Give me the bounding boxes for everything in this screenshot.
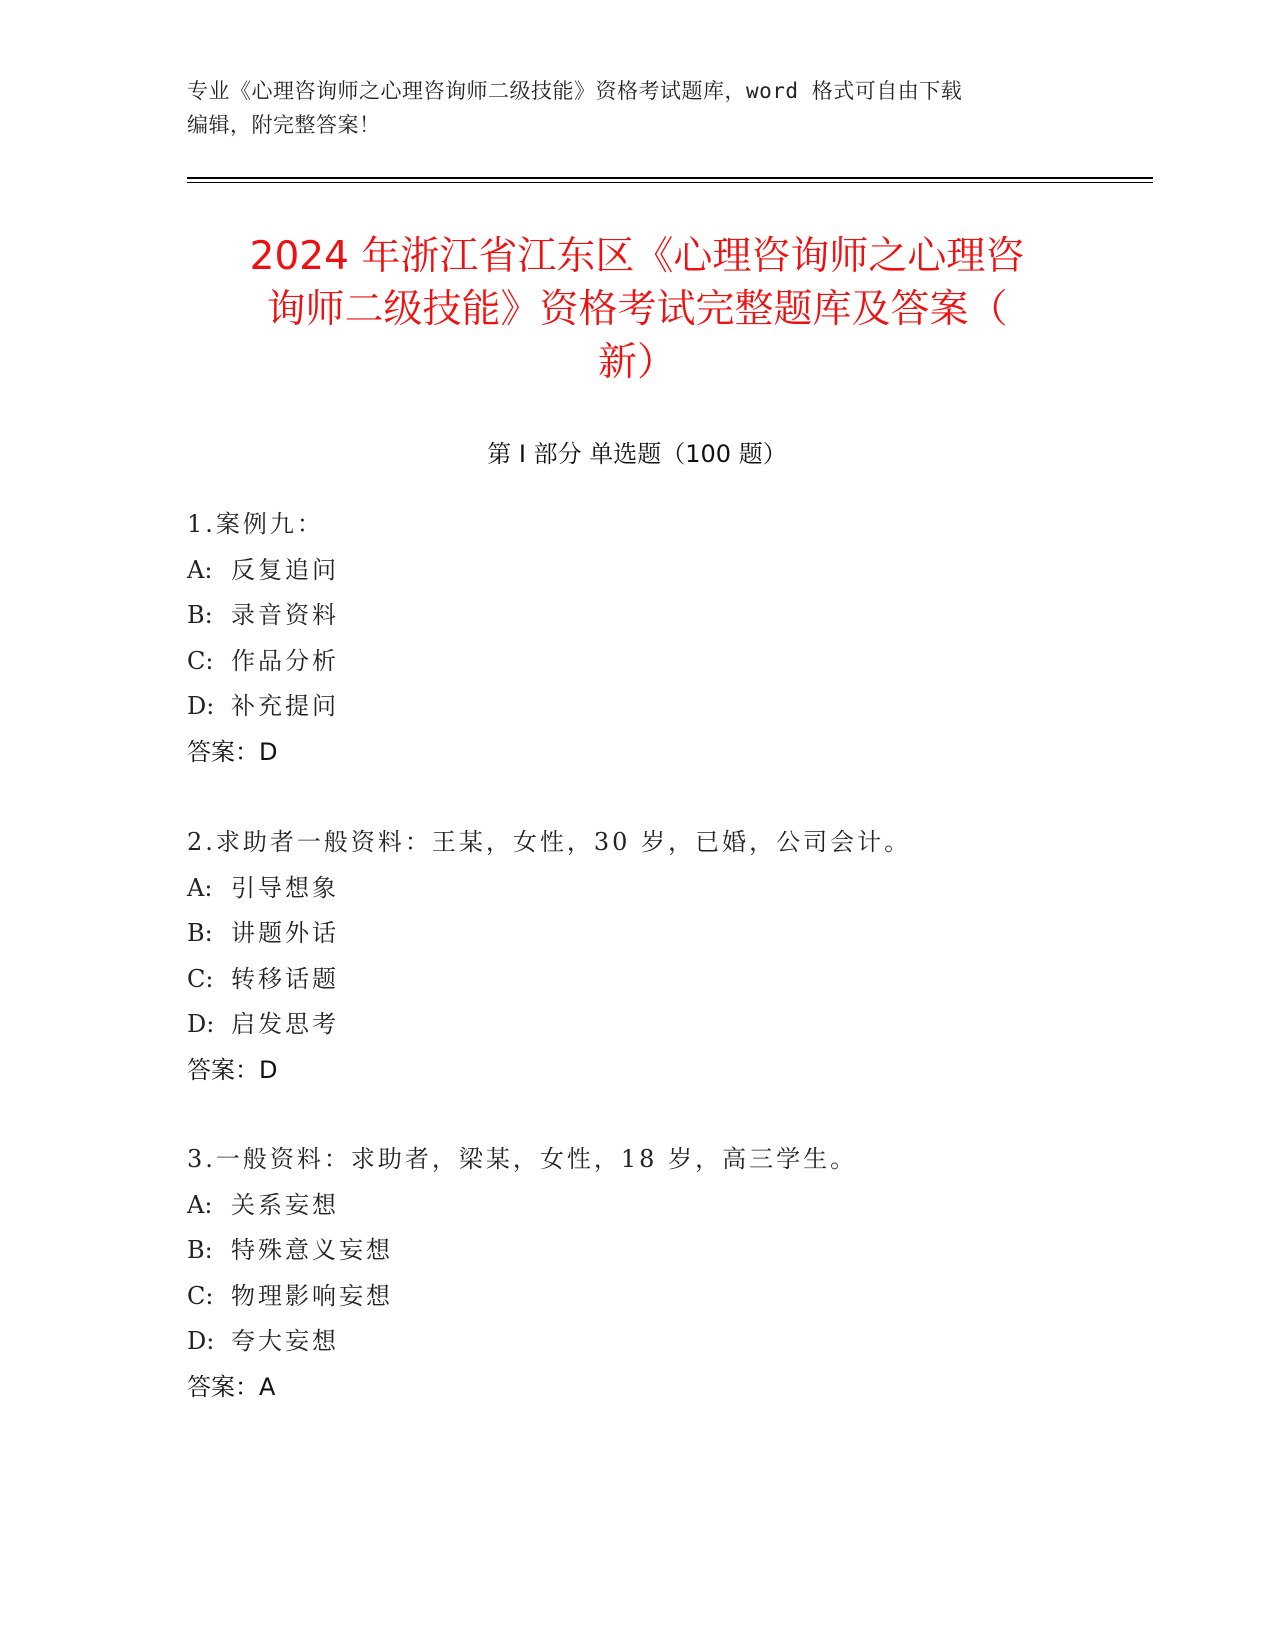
option-key: D:	[187, 1327, 215, 1355]
option-d	[187, 1002, 1107, 1048]
option-key: C:	[187, 1281, 214, 1310]
option-text: 关系妄想	[231, 1190, 339, 1219]
option-b	[187, 1228, 1107, 1274]
option-text: 特殊意义妄想	[231, 1236, 393, 1264]
option-d	[187, 684, 1107, 730]
option-text: 引导想象	[231, 873, 339, 902]
option-key: C:	[187, 964, 214, 993]
document-title-line-3: 新）	[597, 340, 676, 385]
answer-line: 答案：A	[187, 1372, 276, 1401]
option-key: B:	[187, 919, 213, 947]
option-key: D:	[187, 1010, 215, 1038]
header-divider-thick	[187, 177, 1153, 179]
option-text: 补充提问	[231, 692, 339, 720]
option-key: B:	[187, 1236, 213, 1264]
option-key: A:	[187, 1190, 213, 1219]
header-note-line-2: 编辑，附完整答案！	[187, 113, 381, 137]
question-3	[187, 1137, 1107, 1410]
option-text: 反复追问	[231, 555, 339, 584]
question-2	[187, 820, 1107, 1093]
option-c	[187, 1274, 1107, 1320]
option-text: 转移话题	[231, 964, 339, 993]
option-key: B:	[187, 601, 213, 629]
option-text: 启发思考	[231, 1010, 339, 1038]
option-c	[187, 639, 1107, 685]
question-1	[187, 502, 1107, 775]
option-key: A:	[187, 873, 213, 902]
question-stem: 1.案例九：	[187, 510, 324, 538]
header-divider-thin	[187, 182, 1153, 183]
option-b	[187, 593, 1107, 639]
answer-line: 答案：D	[187, 737, 278, 766]
section-heading: 第 I 部分 单选题（100 题）	[487, 440, 787, 468]
option-c	[187, 957, 1107, 1003]
option-a	[187, 866, 1107, 912]
document-title	[187, 230, 1087, 389]
option-text: 物理影响妄想	[231, 1281, 393, 1310]
header-note-line-1: 专业《心理咨询师之心理咨询师二级技能》资格考试题库，word 格式可自由下载	[187, 79, 963, 103]
option-key: A:	[187, 555, 213, 584]
option-text: 作品分析	[231, 646, 339, 675]
option-text: 夸大妄想	[231, 1327, 339, 1355]
answer-line: 答案：D	[187, 1055, 278, 1084]
question-stem: 2.求助者一般资料：王某，女性，30 岁，已婚，公司会计。	[187, 828, 912, 856]
option-text: 讲题外话	[231, 919, 339, 947]
option-text: 录音资料	[231, 601, 339, 629]
option-b	[187, 911, 1107, 957]
option-key: D:	[187, 692, 215, 720]
header-note	[187, 74, 1087, 142]
option-key: C:	[187, 646, 214, 675]
option-a	[187, 1183, 1107, 1229]
option-a	[187, 548, 1107, 594]
document-title-line-2: 询师二级技能》资格考试完整题库及答案（	[266, 287, 1008, 332]
option-d	[187, 1319, 1107, 1365]
question-stem: 3.一般资料：求助者，梁某，女性，18 岁，高三学生。	[187, 1145, 858, 1173]
document-title-line-1: 2024 年浙江省江东区《心理咨询师之心理咨	[249, 234, 1025, 279]
